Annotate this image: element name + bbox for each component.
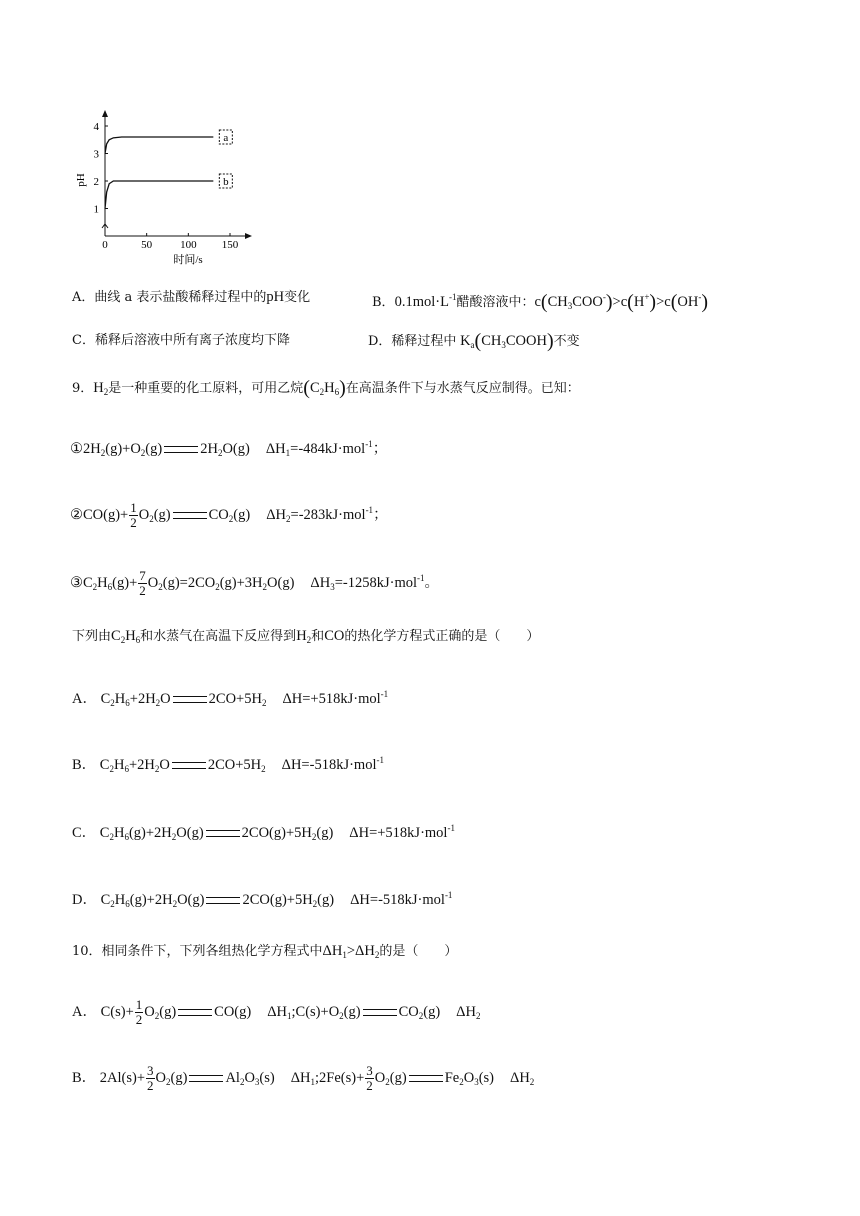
q10-option-b: B． 2Al(s)+ $\frac{3}{2}$ $O_2(g)$ $Al_2O_3(s)$ $\Delta H_1;2Fe(s)+$ $\frac{3}{2}$ $O_2(g)$ $Fe_2O_3(s)$ $\Delta H_2$	[72, 1063, 535, 1093]
y-axis-arrow	[102, 110, 108, 117]
q9-option-d: D． $C_2H_6(g)+2H_2O(g)$ $2CO(g)+5H_2(g)$ ΔH=-518kJ·mol$^{-1}$	[72, 890, 453, 909]
q8-option-d: D．稀释过程中 $K_a(CH_3COOH)$不变	[368, 330, 580, 352]
y-tick-label: 1	[93, 203, 99, 216]
y-axis-label: pH	[75, 173, 87, 187]
x-tick-label: 50	[141, 239, 153, 251]
q10-option-a: A． C(s)+ $\frac{1}{2}$ $O_2(g)$ CO(g) $\Delta H_1;C(s)+O_2(g)$ $CO_2(g)$ $\Delta H_2$	[72, 997, 481, 1027]
series-label-a: a	[223, 132, 229, 144]
x-tick-label: 150	[221, 239, 239, 251]
q9-equation-2: ②CO(g)+ $\frac{1}{2}$ $O_2(g)$ $CO_2(g)$ $\Delta H_2=-283kJ\cdot mol^{-1}$；	[70, 500, 388, 531]
series-line-b	[105, 181, 213, 209]
q9-stem: 9．$H_2$是一种重要的化工原料，可用乙烷$(C_2H_6)$在高温条件下与水蒸气反应制得。已知：	[72, 377, 580, 399]
series-line-a	[105, 137, 213, 154]
q8-option-c: C．稀释后溶液中所有离子浓度均下降	[72, 333, 290, 348]
y-tick-label: 3	[93, 148, 99, 161]
q9-question: 下列由$C_2H_6$和水蒸气在高温下反应得到$H_2$和CO的热化学方程式正确的是（ ）	[72, 628, 540, 645]
q9-option-c: C． $C_2H_6(g)+2H_2O(g)$ $2CO(g)+5H_2(g)$ ΔH=+518kJ·mol$^{-1}$	[72, 823, 455, 842]
x-axis-label: 时间/s	[173, 254, 203, 266]
ph-time-chart	[70, 108, 270, 268]
q10-stem: 10．相同条件下，下列各组热化学方程式中$\Delta H_1>\Delta H_2$的是（ ）	[72, 943, 458, 960]
x-axis-arrow	[245, 233, 252, 239]
x-tick-label: 100	[180, 239, 197, 251]
q9-option-b: B． $C_2H_6+2H_2O$ $2CO+5H_2$ ΔH=-518kJ·mol$^{-1}$	[72, 755, 384, 774]
q9-equation-3: $③C_2H_6(g)+$ $\frac{7}{2}$ $O_2(g)=2CO_2(g)+3H_2O(g)$ $\Delta H_3=-1258kJ\cdot mol^{-1}$。	[70, 568, 440, 599]
q8-option-b: B．$0.1mol\cdot L^{-1}$醋酸溶液中：$c(CH_3COO^-)>c(H^+)>c(OH^-)$	[372, 291, 708, 313]
y-tick-label: 2	[93, 176, 99, 188]
q8-option-a: A．曲线 a 表示盐酸稀释过程中的pH变化	[72, 289, 311, 305]
y-tick-label: 4	[93, 121, 99, 133]
series-label-b: b	[223, 176, 229, 188]
q9-option-a: A． $C_2H_6+2H_2O$ $2CO+5H_2$ ΔH=+518kJ·mol$^{-1}$	[72, 689, 389, 708]
q9-equation-1: $①2H_2(g)+O_2(g)$ $2H_2O(g)$ $\Delta H_1=-484kJ\cdot mol^{-1}$；	[70, 439, 388, 458]
x-tick-label: 0	[102, 239, 108, 251]
